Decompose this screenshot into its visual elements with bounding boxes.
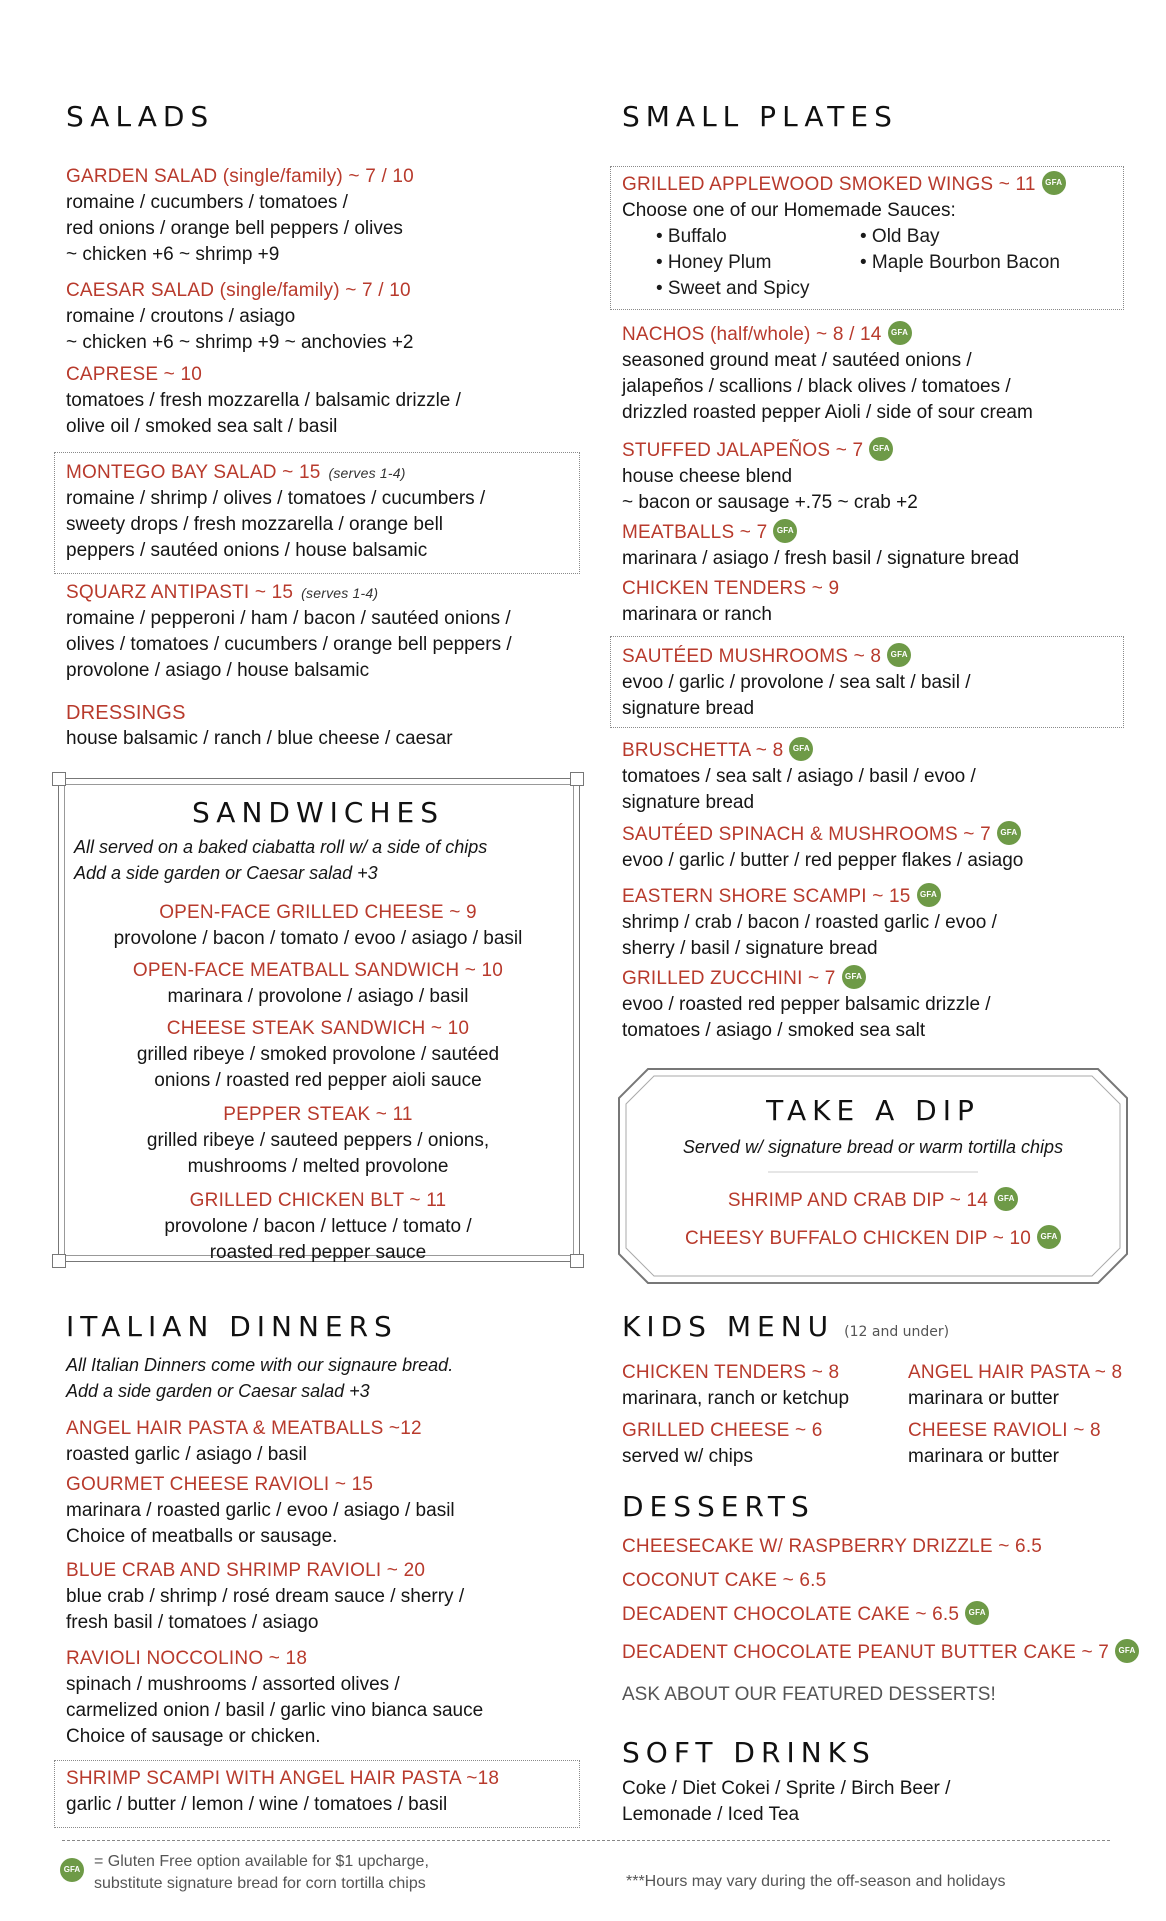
squarz-desc-2: olives / tomatoes / cucumbers / orange bell peppers / — [66, 634, 512, 655]
scampi-pasta-name: SHRIMP SCAMPI WITH ANGEL HAIR PASTA ~18 — [66, 1768, 500, 1789]
gfa-icon: GFA — [1115, 1639, 1139, 1663]
nachos-desc-1: seasoned ground meat / sautéed onions / — [622, 350, 972, 371]
kids-cheese-name: GRILLED CHEESE ~ 6 — [622, 1420, 823, 1441]
dessert-cheesecake — [622, 1534, 1042, 1560]
gfa-legend-1: = Gluten Free option available for $1 upcharge, — [94, 1853, 429, 1870]
squarz-serves-note: (serves 1-4) — [301, 585, 379, 601]
spinach-name: SAUTÉED SPINACH & MUSHROOMS ~ 7 — [622, 824, 991, 845]
wings-name: GRILLED APPLEWOOD SMOKED WINGS ~ 11 — [622, 174, 1036, 195]
montego-serves-note: (serves 1-4) — [328, 465, 406, 481]
wings-name-row — [622, 172, 1066, 198]
sandwich-4-desc-2: roasted red pepper sauce — [209, 1242, 427, 1263]
sandwiches-intro-1: All served on a baked ciabatta roll w/ a side of chips — [74, 837, 488, 857]
dip-intro: Served w/ signature bread or warm tortilla chips — [682, 1137, 1064, 1157]
bruschetta — [622, 738, 976, 816]
gfa-icon: GFA — [1037, 1225, 1061, 1249]
caprese-name: CAPRESE ~ 10 — [66, 364, 202, 385]
bruschetta-desc-2: signature bread — [622, 792, 755, 813]
eastern-name: EASTERN SHORE SCAMPI ~ 15 — [622, 886, 911, 907]
meatballs-desc-1: marinara / asiago / fresh basil / signature bread — [622, 548, 1020, 569]
sauce-sweet-spicy: • Sweet and Spicy — [656, 278, 810, 299]
grilled-zucchini — [622, 966, 991, 1044]
blue-crab-desc-1: blue crab / shrimp / rosé dream sauce / sherry / — [66, 1586, 465, 1607]
mushrooms-desc-1: evoo / garlic / provolone / sea salt / basil / — [622, 672, 971, 693]
sandwich-4-desc-1: provolone / bacon / lettuce / tomato / — [164, 1216, 472, 1237]
squarz-antipasti — [66, 580, 512, 684]
montego-bay-salad — [66, 460, 485, 564]
noccolino-desc-3: Choice of sausage or chicken. — [66, 1726, 321, 1747]
kids-tenders-name: CHICKEN TENDERS ~ 8 — [622, 1362, 840, 1383]
noccolino-desc-1: spinach / mushrooms / assorted olives / — [66, 1674, 400, 1695]
blue-crab-ravioli — [66, 1558, 464, 1636]
dip-item-1-name: CHEESY BUFFALO CHICKEN DIP ~ 10 — [684, 1228, 1032, 1249]
dessert-coconut — [622, 1568, 826, 1594]
chicken-tenders — [622, 576, 839, 628]
gfa-icon: GFA — [965, 1601, 989, 1625]
sauce-honey-plum: • Honey Plum — [656, 252, 772, 273]
caesar-salad-name: CAESAR SALAD (single/family) ~ 7 / 10 — [66, 280, 411, 301]
sandwich-0-name: OPEN-FACE GRILLED CHEESE ~ 9 — [159, 902, 477, 923]
caprese — [66, 362, 461, 440]
soft-drinks-heading: SOFT DRINKS — [622, 1736, 876, 1769]
sauce-buffalo: • Buffalo — [656, 226, 727, 247]
gfa-icon: GFA — [997, 821, 1021, 845]
meatballs-name: MEATBALLS ~ 7 — [622, 522, 768, 543]
caesar-salad — [66, 278, 414, 356]
shrimp-scampi-pasta — [66, 1766, 499, 1818]
sauteed-spinach — [622, 822, 1023, 874]
jalapenos-desc-2: ~ bacon or sausage +.75 ~ crab +2 — [622, 492, 918, 513]
smoked-wings — [622, 172, 1066, 224]
frame-corner-tl — [52, 772, 66, 786]
dip-item-0-row — [618, 1188, 1128, 1214]
gfa-icon: GFA — [917, 883, 941, 907]
montego-desc-1: romaine / shrimp / olives / tomatoes / cucumbers / — [66, 488, 486, 509]
kids-angel-desc: marinara or butter — [908, 1388, 1060, 1409]
caprese-desc-2: olive oil / smoked sea salt / basil — [66, 416, 338, 437]
caprese-desc-1: tomatoes / fresh mozzarella / balsamic drizzle / — [66, 390, 461, 411]
italian-intro-1: All Italian Dinners come with our signaure bread. — [66, 1355, 454, 1375]
salads-heading: SALADS — [66, 100, 215, 133]
eastern-desc-1: shrimp / crab / bacon / roasted garlic / evoo / — [622, 912, 997, 933]
montego-desc-2: sweety drops / fresh mozzarella / orange bell — [66, 514, 444, 535]
dessert-0-name: CHEESECAKE W/ RASPBERRY DRIZZLE ~ 6.5 — [622, 1536, 1043, 1557]
eastern-shore-scampi — [622, 884, 997, 962]
gfa-icon: GFA — [994, 1187, 1018, 1211]
gfa-icon: GFA — [888, 321, 912, 345]
blue-crab-name: BLUE CRAB AND SHRIMP RAVIOLI ~ 20 — [66, 1560, 426, 1581]
dessert-3-name: DECADENT CHOCOLATE PEANUT BUTTER CAKE ~ 7 — [622, 1642, 1109, 1663]
squarz-desc-1: romaine / pepperoni / ham / bacon / sautéed onions / — [66, 608, 511, 629]
dip-item-0-name: SHRIMP AND CRAB DIP ~ 14 — [727, 1190, 989, 1211]
nachos-name-row — [622, 322, 1033, 348]
dip-item-1-row — [618, 1226, 1128, 1252]
gfa-icon: GFA — [773, 519, 797, 543]
sandwich-1-name: OPEN-FACE MEATBALL SANDWICH ~ 10 — [132, 960, 504, 981]
noccolino-name: RAVIOLI NOCCOLINO ~ 18 — [66, 1648, 308, 1669]
kids-ravioli-name: CHEESE RAVIOLI ~ 8 — [908, 1420, 1101, 1441]
dessert-3-row — [622, 1640, 1139, 1666]
dressings-name: DRESSINGS — [66, 702, 186, 724]
dessert-2-name: DECADENT CHOCOLATE CAKE ~ 6.5 — [622, 1604, 960, 1625]
wings-desc-1: Choose one of our Homemade Sauces: — [622, 200, 956, 221]
gourmet-ravioli-desc-1: marinara / roasted garlic / evoo / asiago / basil — [66, 1500, 455, 1521]
zucchini-name: GRILLED ZUCCHINI ~ 7 — [622, 968, 836, 989]
garden-salad-name: GARDEN SALAD (single/family) ~ 7 / 10 — [66, 166, 414, 187]
angel-hair-name: ANGEL HAIR PASTA & MEATBALLS ~12 — [66, 1418, 422, 1439]
bruschetta-name-row — [622, 738, 976, 764]
gfa-icon: GFA — [842, 965, 866, 989]
sandwich-3-desc-1: grilled ribeye / sauteed peppers / onions, — [146, 1130, 490, 1151]
kids-cheese-desc: served w/ chips — [622, 1446, 753, 1467]
hours-note: ***Hours may vary during the off-season and holidays — [626, 1873, 1006, 1890]
kids-angel-hair — [908, 1360, 1122, 1412]
garden-salad-desc-3: ~ chicken +6 ~ shrimp +9 — [66, 244, 280, 265]
caesar-salad-desc-2: ~ chicken +6 ~ shrimp +9 ~ anchovies +2 — [66, 332, 414, 353]
squarz-name-row — [66, 580, 512, 606]
zucchini-desc-1: evoo / roasted red pepper balsamic drizzle / — [622, 994, 991, 1015]
drinks-desc-2: Lemonade / Iced Tea — [622, 1804, 800, 1825]
sandwich-4-name: GRILLED CHICKEN BLT ~ 11 — [189, 1190, 447, 1211]
stuffed-jalapenos — [622, 438, 918, 516]
caesar-salad-desc-1: romaine / croutons / asiago — [66, 306, 296, 327]
sauce-maple-bourbon: • Maple Bourbon Bacon — [860, 252, 1060, 273]
italian-heading: ITALIAN DINNERS — [66, 1310, 398, 1343]
gourmet-ravioli-desc-2: Choice of meatballs or sausage. — [66, 1526, 338, 1547]
squarz-desc-3: provolone / asiago / house balsamic — [66, 660, 370, 681]
sandwich-chicken-blt — [58, 1188, 578, 1266]
sandwich-grilled-cheese — [58, 900, 578, 952]
spinach-name-row — [622, 822, 1023, 848]
kids-grilled-cheese — [622, 1418, 823, 1470]
scampi-pasta-desc-1: garlic / butter / lemon / wine / tomatoes / basil — [66, 1794, 448, 1815]
drinks-desc-1: Coke / Diet Cokei / Sprite / Birch Beer / — [622, 1778, 951, 1799]
sandwiches-intro-2: Add a side garden or Caesar salad +3 — [74, 863, 378, 883]
angel-hair-desc-1: roasted garlic / asiago / basil — [66, 1444, 307, 1465]
kids-ravioli-desc: marinara or butter — [908, 1446, 1060, 1467]
meatballs — [622, 520, 1019, 572]
jalapenos-name-row — [622, 438, 918, 464]
dressings-desc: house balsamic / ranch / blue cheese / caesar — [66, 728, 453, 749]
zucchini-desc-2: tomatoes / asiago / smoked sea salt — [622, 1020, 926, 1041]
garden-salad-desc-1: romaine / cucumbers / tomatoes / — [66, 192, 348, 213]
noccolino-desc-2: carmelized onion / basil / garlic vino bianca sauce — [66, 1700, 484, 1721]
kids-angel-name: ANGEL HAIR PASTA ~ 8 — [908, 1362, 1123, 1383]
gfa-icon: GFA — [60, 1858, 84, 1882]
dip-heading: TAKE A DIP — [766, 1094, 980, 1127]
kids-tenders-desc: marinara, ranch or ketchup — [622, 1388, 850, 1409]
squarz-name: SQUARZ ANTIPASTI ~ 15 — [66, 582, 294, 603]
sandwich-2-desc-2: onions / roasted red pepper aioli sauce — [154, 1070, 482, 1091]
gfa-icon: GFA — [1042, 171, 1066, 195]
nachos — [622, 322, 1033, 426]
nachos-name: NACHOS (half/whole) ~ 8 / 14 — [622, 324, 882, 345]
sandwich-2-name: CHEESE STEAK SANDWICH ~ 10 — [166, 1018, 470, 1039]
kids-chicken-tenders — [622, 1360, 849, 1412]
mushrooms-name-row — [622, 644, 971, 670]
kids-age-note: (12 and under) — [844, 1324, 950, 1340]
dessert-chocolate — [622, 1602, 989, 1628]
sandwich-3-name: PEPPER STEAK ~ 11 — [223, 1104, 413, 1125]
eastern-name-row — [622, 884, 997, 910]
blue-crab-desc-2: fresh basil / tomatoes / asiago — [66, 1612, 319, 1633]
dessert-peanut-butter — [622, 1640, 1139, 1666]
meatballs-name-row — [622, 520, 1019, 546]
dip-buffalo-chicken — [618, 1226, 1128, 1252]
gourmet-ravioli — [66, 1472, 455, 1550]
desserts-heading: DESSERTS — [622, 1490, 815, 1523]
gourmet-ravioli-name: GOURMET CHEESE RAVIOLI ~ 15 — [66, 1474, 374, 1495]
angel-hair-meatballs — [66, 1416, 422, 1468]
bruschetta-desc-1: tomatoes / sea salt / asiago / basil / evoo / — [622, 766, 976, 787]
sauteed-mushrooms — [622, 644, 971, 722]
sandwich-0-desc-1: provolone / bacon / tomato / evoo / asiago / basil — [113, 928, 523, 949]
sandwich-3-desc-2: mushrooms / melted provolone — [187, 1156, 449, 1177]
gfa-legend-2: substitute signature bread for corn tortilla chips — [94, 1875, 426, 1892]
sandwich-pepper-steak — [58, 1102, 578, 1180]
sandwich-cheese-steak — [58, 1016, 578, 1094]
tenders-name: CHICKEN TENDERS ~ 9 — [622, 578, 840, 599]
dressings — [66, 700, 453, 752]
zucchini-name-row — [622, 966, 991, 992]
gfa-icon: GFA — [789, 737, 813, 761]
dessert-1-name: COCONUT CAKE ~ 6.5 — [622, 1570, 827, 1591]
montego-desc-3: peppers / sautéed onions / house balsamic — [66, 540, 428, 561]
nachos-desc-2: jalapeños / scallions / black olives / tomatoes / — [622, 376, 1011, 397]
sandwich-2-desc-1: grilled ribeye / smoked provolone / sautéed — [136, 1044, 500, 1065]
gfa-icon: GFA — [887, 643, 911, 667]
kids-cheese-ravioli — [908, 1418, 1101, 1470]
mushrooms-name: SAUTÉED MUSHROOMS ~ 8 — [622, 646, 882, 667]
montego-name: MONTEGO BAY SALAD ~ 15 — [66, 462, 321, 483]
nachos-desc-3: drizzled roasted pepper Aioli / side of sour cream — [622, 402, 1033, 423]
small-plates-heading: SMALL PLATES — [622, 100, 898, 133]
jalapenos-desc-1: house cheese blend — [622, 466, 793, 487]
kids-heading: KIDS MENU — [622, 1310, 835, 1343]
bruschetta-name: BRUSCHETTA ~ 8 — [622, 740, 784, 761]
sandwiches-heading: SANDWICHES — [192, 796, 444, 829]
garden-salad — [66, 164, 414, 268]
ravioli-noccolino — [66, 1646, 483, 1750]
jalapenos-name: STUFFED JALAPEÑOS ~ 7 — [622, 440, 864, 461]
tenders-desc-1: marinara or ranch — [622, 604, 772, 625]
garden-salad-desc-2: red onions / orange bell peppers / olives — [66, 218, 403, 239]
sandwich-1-desc-1: marinara / provolone / asiago / basil — [167, 986, 469, 1007]
spinach-desc-1: evoo / garlic / butter / red pepper flakes / asiago — [622, 850, 1024, 871]
frame-corner-tr — [570, 772, 584, 786]
italian-intro-2: Add a side garden or Caesar salad +3 — [66, 1381, 370, 1401]
footer-divider — [62, 1840, 1110, 1841]
sandwich-meatball — [58, 958, 578, 1010]
kids-heading-row — [622, 1310, 949, 1343]
eastern-desc-2: sherry / basil / signature bread — [622, 938, 878, 959]
montego-name-row — [66, 460, 485, 486]
mushrooms-desc-2: signature bread — [622, 698, 755, 719]
featured-desserts-note: ASK ABOUT OUR FEATURED DESSERTS! — [622, 1684, 996, 1705]
dessert-2-row — [622, 1602, 989, 1628]
dip-shrimp-crab — [618, 1188, 1128, 1214]
sauce-old-bay: • Old Bay — [860, 226, 940, 247]
gfa-icon: GFA — [869, 437, 893, 461]
